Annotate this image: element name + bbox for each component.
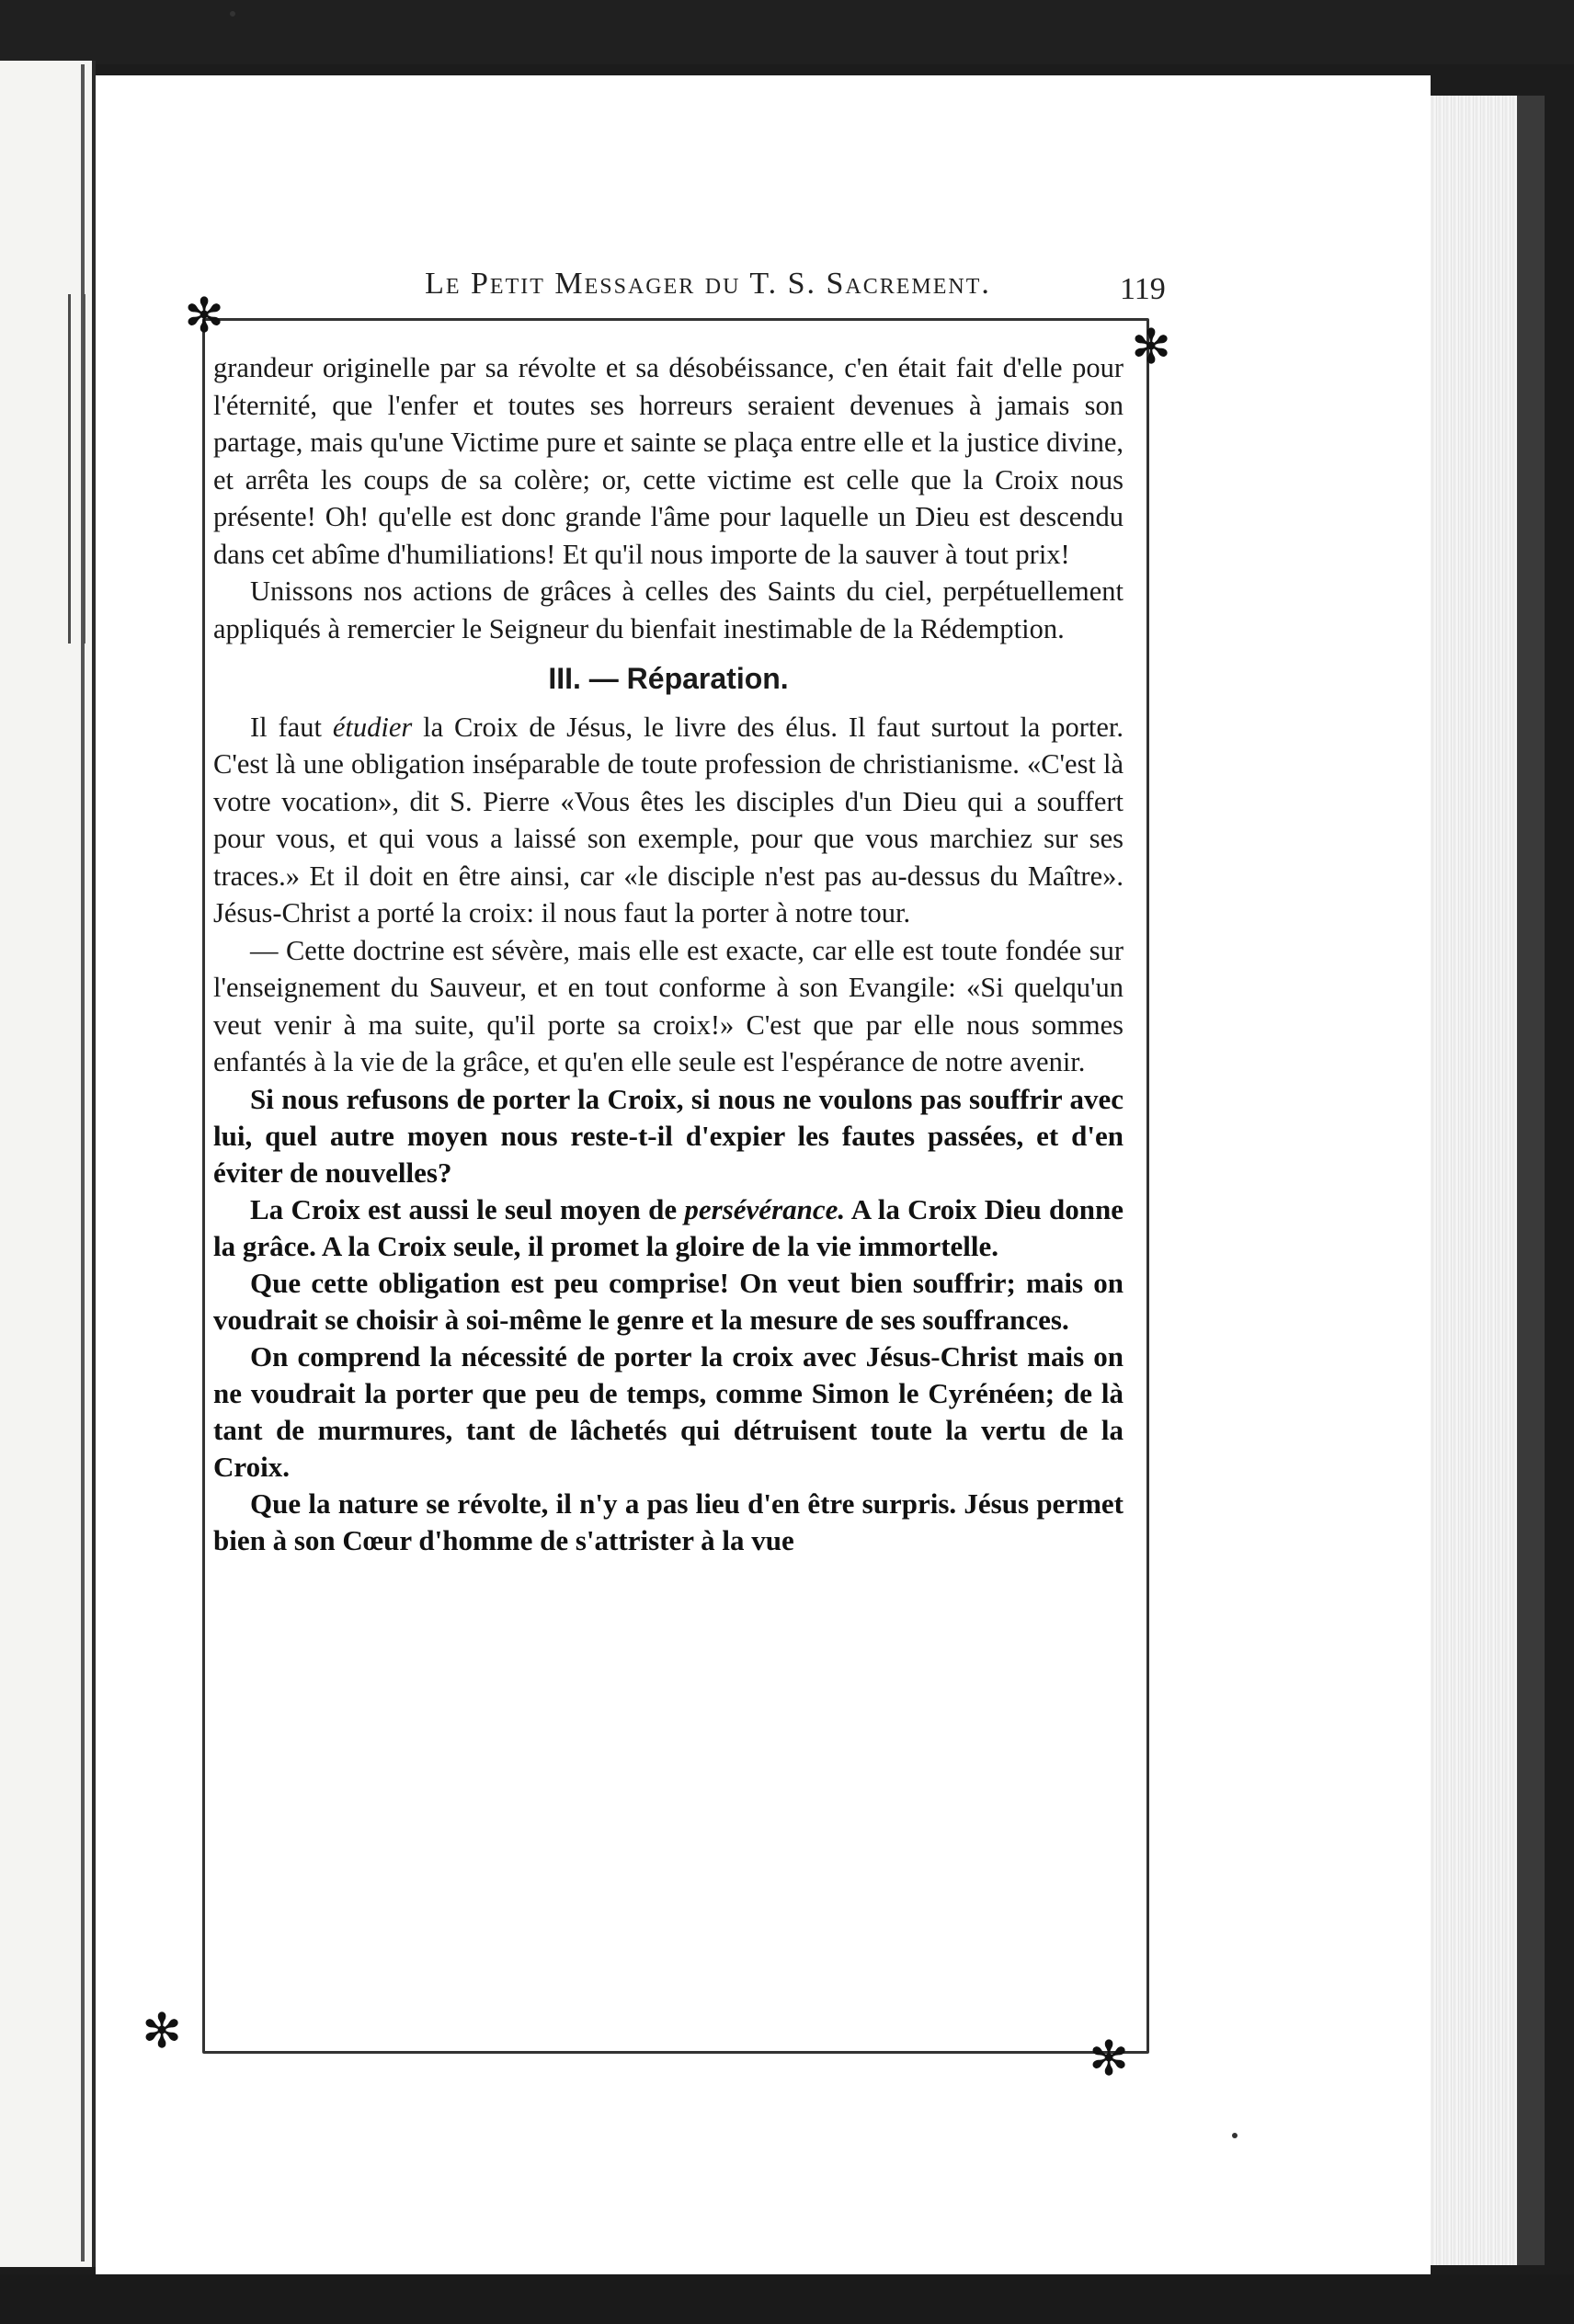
- binding-thread: [68, 294, 86, 644]
- paragraph: — Cette doctrine est sévère, mais elle est exacte, car elle est toute fondée sur l'enseignement du Sauveur, et en tout conforme à son Evangile: «Si quelqu'un veut venir à ma suite, qu'il porte sa croix!» C'est que par elle nous sommes enfantés à la vie de la grâce, et qu'en elle seule est l'espérance de notre avenir.: [213, 934, 1123, 1077]
- corner-ornament-bottom-left: ✻: [142, 2004, 182, 2059]
- paragraph: On comprend la nécessité de porter la croix avec Jésus-Christ mais on ne voudrait la porter que peu de temps, comme Simon le Cyrénéen; de là tant de murmures, tant de lâchetés qui détruisent toute la vertu de la Croix.: [213, 1339, 1123, 1483]
- running-header: Le Petit Messager du T. S. Sacrement.: [425, 267, 991, 301]
- scan-background-bottom: [0, 2274, 1574, 2324]
- paragraph: Si nous refusons de porter la Croix, si nous ne voulons pas souffrir avec lui, quel autre moyen nous reste-t-il d'expier les fautes passées, et d'en éviter de nouvelles?: [213, 1082, 1123, 1189]
- emphasis: étudier: [332, 711, 413, 743]
- paragraph: grandeur originelle par sa révolte et sa désobéissance, c'en était fait d'elle pour l'éternité, que l'enfer et toutes ses horreurs seraient devenues à jamais son partage, mais qu'une Victime pure et sainte se plaça entre elle et la justice divine, et arrêta les coups de sa colère; or, cette victime est celle que la Croix nous présente! Oh! qu'elle est donc grande l'âme pour laquelle un Dieu est descendu dans cet abîme d'humiliations! Et qu'il nous importe de la sauver à tout prix!: [213, 352, 1123, 570]
- page-number: 119: [1120, 272, 1166, 306]
- dust-speck: [1232, 2133, 1238, 2138]
- corner-ornament-top-left: ✻: [184, 289, 224, 344]
- paragraph: La Croix est aussi le seul moyen de persévérance. A la Croix Dieu donne la grâce. A la Croix seule, il promet la gloire de la vie immortelle.: [213, 1192, 1123, 1262]
- corner-ornament-top-right: ✻: [1131, 320, 1171, 375]
- emphasis: persévérance.: [684, 1192, 846, 1225]
- corner-ornament-bottom-right: ✻: [1089, 2032, 1129, 2087]
- paragraph: Que cette obligation est peu comprise! On veut bien souffrir; mais on voudrait se choisir à soi-même le genre et la mesure de ses souffrances.: [213, 1266, 1123, 1336]
- paragraph: Que la nature se révolte, il n'y a pas lieu d'en être surpris. Jésus permet bien à son Cœur d'homme de s'attrister à la vue: [213, 1487, 1123, 1556]
- paragraph: Unissons nos actions de grâces à celles des Saints du ciel, perpétuellement appliqués à remercier le Seigneur du bienfait inestimable de la Rédemption.: [213, 575, 1123, 644]
- section-heading: III. — Réparation.: [548, 662, 789, 695]
- book-cover-edge: [1517, 96, 1545, 2265]
- dust-speck: [230, 11, 235, 17]
- scan-background-top: [0, 0, 1574, 64]
- page-body-text: [213, 349, 1123, 1559]
- paragraph: Il faut étudier la Croix de Jésus, le livre des élus. Il faut surtout la porter. C'est là une obligation inséparable de toute profession de christianisme. «C'est là votre vocation», dit S. Pierre «Vous êtes les disciples d'un Dieu qui a souffert pour vous, et qui vous a laissé son exemple, pour que vous marchiez sur ses traces.» Et il doit en être ainsi, car «le disciple n'est pas au-dessus du Maître». Jésus-Christ a porté la croix: il nous faut la porter à notre tour.: [213, 711, 1123, 928]
